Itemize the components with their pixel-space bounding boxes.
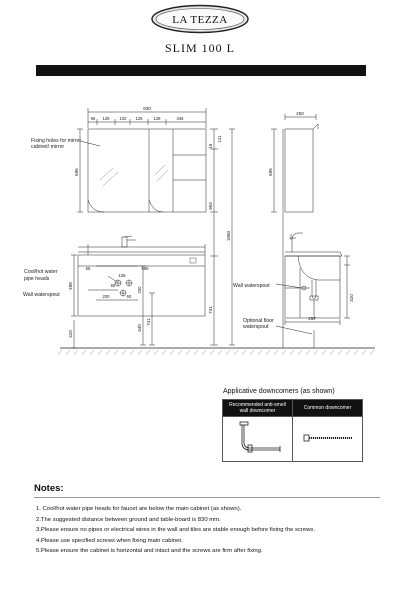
dim-cabinet-height: 498	[68, 282, 73, 290]
dim-pipe-3: 60	[126, 294, 132, 299]
dim-mirror-height: 695	[74, 168, 79, 176]
dim-pipe-1: 55	[110, 283, 116, 288]
notes-list	[36, 504, 315, 557]
dim-lower-1: 741	[146, 318, 151, 326]
note-item: 3.Please ensure no pipes or electrical wires in the wall and tiles are stable enough before fixing the screws.	[36, 527, 315, 534]
dim-side-cabinet-height: 320	[349, 294, 354, 302]
dim-cabinet-tall: 904	[208, 202, 213, 210]
notes-title: Notes:	[34, 483, 64, 494]
brand-name: LA TEZZA	[172, 14, 228, 26]
note-item: 1. Cool/hot water pipe heads for faucet are below the main cabinet (as shown).	[36, 506, 242, 512]
notes-divider	[34, 497, 380, 498]
note-item: 4.Please use specified screws when fixing main cabinet.	[36, 537, 183, 544]
downcomer-col-recommended-line1: Recommended anti-smell	[229, 402, 286, 408]
dim-basin-2: 128	[118, 273, 126, 278]
downcomers-title: Applicative downcomers (as shown)	[223, 388, 335, 395]
dim-floor-height: 320	[68, 330, 73, 338]
dim-top-seg-5: 128	[153, 116, 161, 121]
dim-top-width: 930	[143, 106, 151, 111]
label-pipe-heads-2: pipe heads	[24, 276, 50, 282]
label-floor-waterspout-2: waterspout	[243, 324, 269, 330]
downcomer-col-recommended	[223, 400, 293, 417]
dim-top-seg-2: 128	[102, 116, 110, 121]
dim-side-depth-bottom: 457	[308, 316, 316, 321]
downcomer-col-common: Common downcomer	[293, 400, 363, 417]
dim-side-mirror-height: 695	[268, 168, 273, 176]
dim-lower-2: 340	[137, 324, 142, 332]
dim-top-seg-4: 126	[135, 116, 143, 121]
dim-right-small-1: 141	[217, 135, 222, 143]
anti-smell-downcomer-illustration	[223, 417, 293, 462]
dim-basin-3: 989	[141, 266, 149, 271]
label-fixing-holes-1: Fixing holes for mirror	[31, 138, 82, 144]
downcomers-table	[222, 399, 363, 462]
dim-basin-1: 65	[85, 266, 91, 271]
dim-right-lower: 741	[208, 306, 213, 314]
dim-overall-height: 1860	[226, 230, 231, 242]
common-downcomer-illustration	[293, 417, 363, 462]
label-fixing-holes-2: cabinet/ mirror	[31, 144, 65, 150]
label-side-waterspout: Wall waterspout	[233, 283, 270, 289]
dim-top-seg-1: 66	[90, 116, 96, 121]
dim-top-seg-6: 346	[176, 116, 184, 121]
label-floor-waterspout-1: Optional floor	[243, 318, 274, 324]
dim-pipe-2: 200	[102, 294, 110, 299]
note-item: 2.The suggested distance between ground and table-board is 830 mm.	[36, 516, 221, 523]
note-item: 5.Please ensure the cabinet is horizontal and intact and the screws are firm after fixing.	[36, 548, 263, 555]
downcomer-col-recommended-line2: wall downcomer	[239, 408, 276, 414]
label-front-waterspout: Wall waterspout	[23, 292, 60, 298]
model-name: SLIM 100 L	[165, 41, 235, 55]
dim-right-small-2: 18	[208, 143, 213, 149]
dim-side-depth: 250	[296, 111, 304, 116]
dim-top-seg-3: 102	[119, 116, 127, 121]
label-pipe-heads-1: Cool/hot water	[24, 269, 58, 275]
dim-pipe-4: 200	[137, 286, 142, 294]
